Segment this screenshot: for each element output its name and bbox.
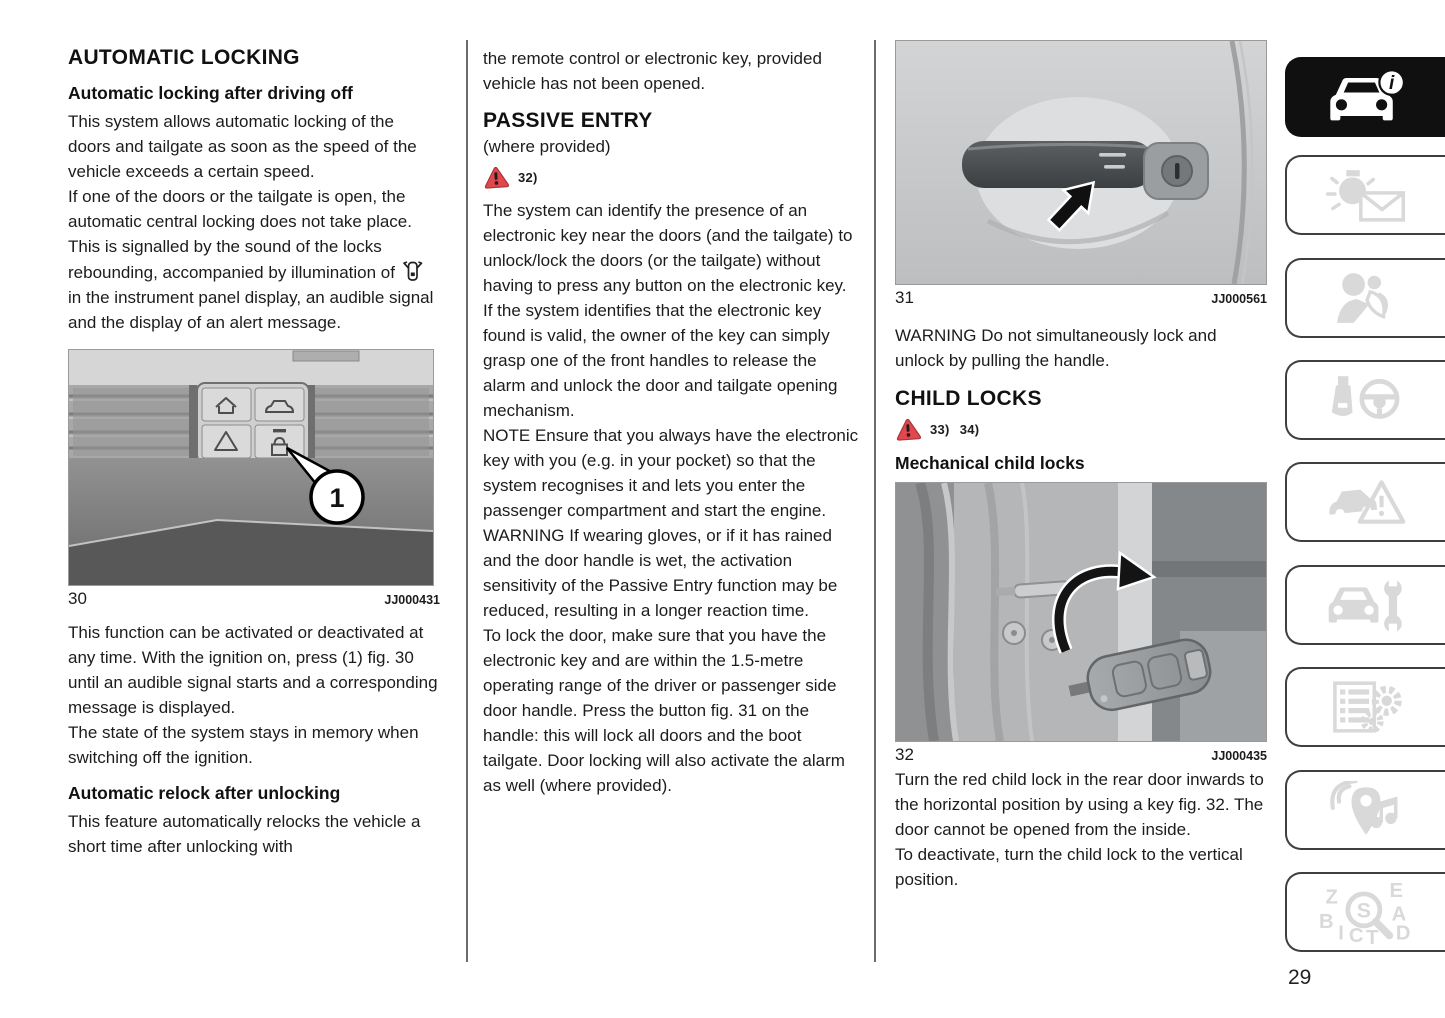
note-paragraph: NOTE Ensure that you always have the electronic key with you (e.g. in your pocket) so that the system recognises it and lets you enter the passenger compartment and start the engine. bbox=[483, 426, 859, 520]
paragraph: This feature automatically relocks the vehicle a short time after unlocking with bbox=[68, 812, 421, 856]
svg-text:A: A bbox=[1391, 903, 1407, 926]
figure-31-image-door-handle bbox=[895, 40, 1267, 285]
multimedia-navigation-icon bbox=[1320, 781, 1412, 839]
right-column bbox=[895, 40, 1267, 892]
warning-paragraph: WARNING Do not simultaneously lock and unlock by pulling the handle. bbox=[895, 326, 1217, 370]
svg-text:I: I bbox=[1338, 922, 1344, 944]
paragraph bbox=[68, 184, 440, 335]
subheading-auto-lock-driving-off: Automatic locking after driving off bbox=[68, 83, 353, 103]
alphabetical-index-icon bbox=[1310, 880, 1422, 944]
figure-32-image-child-lock-key bbox=[895, 482, 1267, 742]
figure-31-caption bbox=[895, 288, 1267, 308]
svg-text:Z: Z bbox=[1325, 886, 1338, 909]
figure-31 bbox=[895, 40, 1267, 308]
sidebar-tab-index[interactable] bbox=[1285, 872, 1445, 952]
sidebar-tab-warning-lights[interactable] bbox=[1285, 155, 1445, 235]
svg-text:i: i bbox=[1389, 73, 1395, 95]
figure-30 bbox=[68, 349, 440, 609]
warning-reference-row bbox=[895, 418, 1267, 441]
middle-column bbox=[483, 46, 863, 798]
paragraph: This system allows automatic locking of the doors and tailgate as soon as the speed of the vehicle exceeds a certain speed. bbox=[68, 112, 417, 181]
heading-passive-entry: PASSIVE ENTRY bbox=[483, 109, 653, 132]
warning-lights-messages-icon bbox=[1320, 166, 1412, 224]
sidebar-tab-technical-data[interactable] bbox=[1285, 667, 1445, 747]
figure-number: 32 bbox=[895, 745, 914, 764]
figure-32 bbox=[895, 482, 1267, 765]
callout-number: 1 bbox=[329, 483, 345, 513]
car-info-icon bbox=[1320, 68, 1412, 126]
key-steering-wheel-icon bbox=[1320, 371, 1412, 429]
sidebar-tab-multimedia[interactable] bbox=[1285, 770, 1445, 850]
svg-text:E: E bbox=[1389, 880, 1403, 903]
sidebar-tab-safety[interactable] bbox=[1285, 258, 1445, 338]
warning-note-refs: 32) bbox=[518, 170, 538, 185]
page-number: 29 bbox=[1288, 966, 1312, 989]
paragraph-text: If one of the doors or the tailgate is open, the automatic central locking does not take place. This is signalled by the sound of the locks rebounding, accompanied by illumination of bbox=[68, 187, 412, 282]
figure-code: JJ000561 bbox=[1211, 292, 1267, 306]
column-divider bbox=[466, 40, 468, 962]
figure-number: 30 bbox=[68, 589, 87, 608]
paragraph: Turn the red child lock in the rear door inwards to the horizontal position by using a key fig. 32. The door cannot be opened from the inside. bbox=[895, 770, 1264, 839]
figure-30-image-dashboard-lock-button bbox=[68, 349, 434, 586]
safety-airbag-icon bbox=[1320, 269, 1412, 327]
paragraph: the remote control or electronic key, provided vehicle has not been opened. bbox=[483, 49, 822, 93]
technical-data-gears-icon bbox=[1320, 678, 1412, 736]
paragraph-text: in the instrument panel display, an audible signal and the display of an alert message. bbox=[68, 288, 434, 332]
figure-32-caption bbox=[895, 745, 1267, 765]
warning-paragraph: WARNING If wearing gloves, or if it has rained and the door handle is wet, the activation sensitivity of the Passive Entry function may be reduced, resulting in a longer reaction time. bbox=[483, 526, 838, 620]
sidebar-tab-servicing[interactable] bbox=[1285, 565, 1445, 645]
warning-triangle-icon bbox=[894, 417, 922, 442]
paragraph: To deactivate, turn the child lock to the vertical position. bbox=[895, 845, 1243, 889]
left-column bbox=[68, 46, 440, 859]
paragraph: The system can identify the presence of an electronic key near the doors (and the tailgate) to unlock/lock the doors (or the tailgate) without having to press any button on the electronic key. bbox=[483, 201, 853, 295]
emergency-triangle-icon bbox=[1320, 473, 1412, 531]
figure-code: JJ000431 bbox=[384, 593, 440, 607]
where-provided-note: (where provided) bbox=[483, 137, 611, 156]
car-wrench-servicing-icon bbox=[1320, 576, 1412, 634]
paragraph: To lock the door, make sure that you have the electronic key and are within the 1.5-metre operating range of the driver or passenger side door handle. Press the button fig. 31 on the handle: this will lock all doors and the boot tailgate. Door locking will also activate the alarm as well (where provided). bbox=[483, 626, 845, 795]
svg-text:C: C bbox=[1348, 924, 1364, 944]
warning-note-refs: 33) 34) bbox=[930, 422, 980, 437]
subheading-auto-relock: Automatic relock after unlocking bbox=[68, 783, 341, 803]
sidebar-tab-starting-driving[interactable] bbox=[1285, 360, 1445, 440]
figure-30-caption bbox=[68, 589, 440, 609]
svg-text:T: T bbox=[1366, 927, 1379, 944]
doors-open-warning-icon bbox=[402, 259, 423, 283]
figure-code: JJ000435 bbox=[1211, 749, 1267, 763]
warning-triangle-icon bbox=[482, 165, 510, 190]
figure-number: 31 bbox=[895, 288, 914, 307]
svg-text:D: D bbox=[1395, 922, 1411, 944]
svg-text:B: B bbox=[1319, 911, 1334, 933]
paragraph: The state of the system stays in memory when switching off the ignition. bbox=[68, 723, 419, 767]
sidebar-tab-knowing-vehicle[interactable] bbox=[1285, 57, 1445, 137]
heading-automatic-locking: AUTOMATIC LOCKING bbox=[68, 46, 300, 69]
subheading-mechanical-child-locks: Mechanical child locks bbox=[895, 453, 1085, 473]
warning-reference-row bbox=[483, 166, 863, 189]
sidebar-tab-emergency[interactable] bbox=[1285, 462, 1445, 542]
column-divider bbox=[874, 40, 876, 962]
paragraph: This function can be activated or deactivated at any time. With the ignition on, press (1) fig. 30 until an audible signal starts and a corresponding message is displayed. bbox=[68, 623, 438, 717]
heading-child-locks: CHILD LOCKS bbox=[895, 387, 1042, 410]
svg-text:S: S bbox=[1356, 898, 1371, 923]
paragraph: If the system identifies that the electronic key found is valid, the owner of the key can simply grasp one of the front handles to release the alarm and unlock the door and tailgate opening mechanism. bbox=[483, 301, 838, 420]
